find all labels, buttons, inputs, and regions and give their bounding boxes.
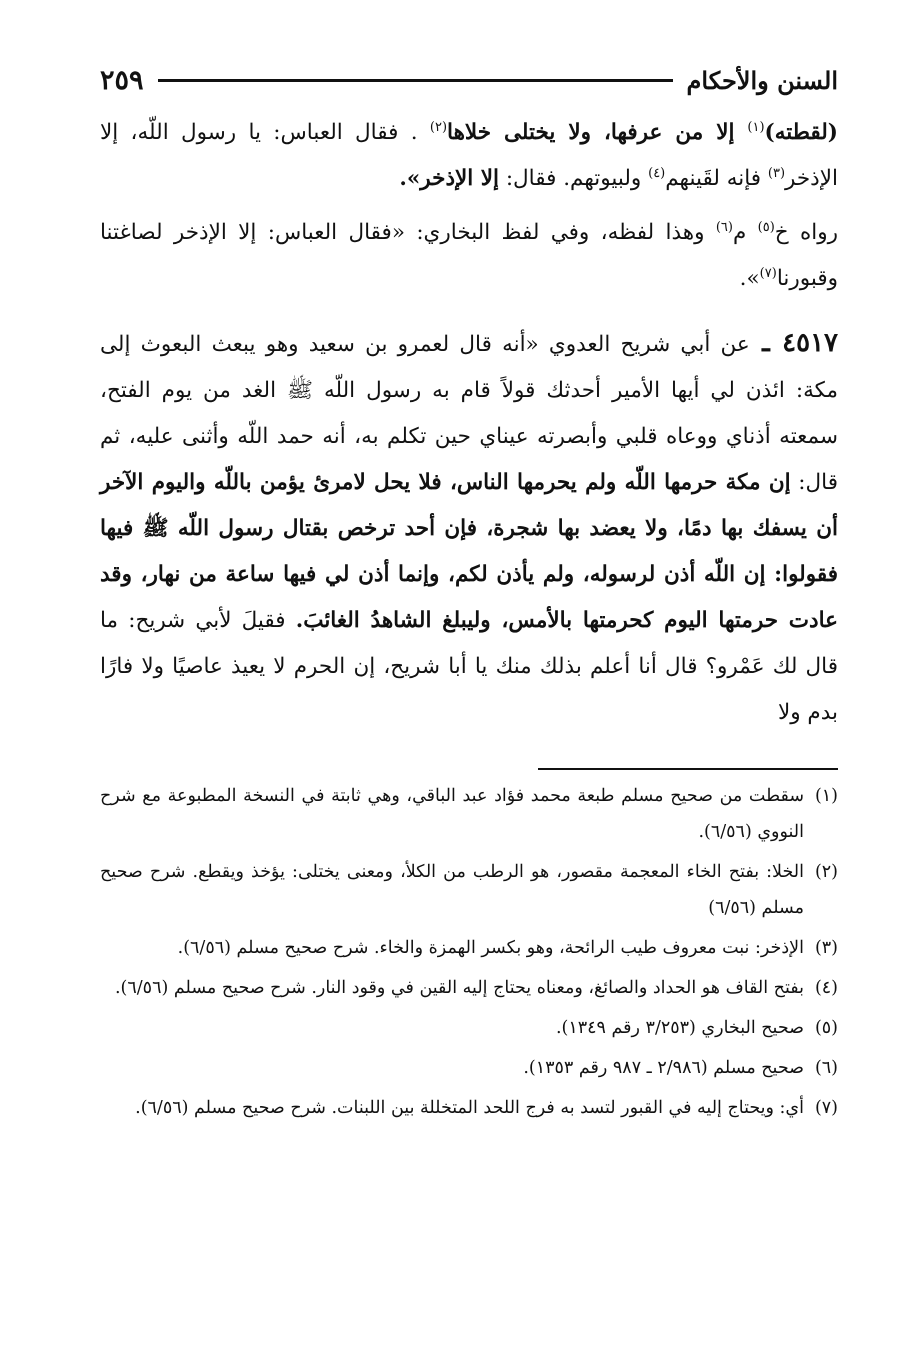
footnote-ref: (٥) [757, 219, 775, 235]
footnote-number: (٧) [814, 1098, 838, 1118]
footnote-text: الخلا: بفتح الخاء المعجمة مقصور، هو الرطب من الكلأ، ومعنى يختلى: يؤخذ ويقطع. شرح صحيح مسلم (٦/٥٦) [100, 862, 804, 918]
text-segment: إلا من عرفها، ولا يختلى خلاها [447, 120, 748, 145]
footnote [100, 970, 838, 1006]
text-segment: إن مكة حرمها اللّه ولم يحرمها الناس، فلا يحل لامرئ يؤمن باللّه واليوم الآخر أن يسفك بها دمًا، ولا يعضد بها شجرة، فإن أحد ترخص بقتال رسول اللّه ﷺ فيها فقولوا: إن اللّه أذن لرسوله، ولم يأذن لكم، وإنما أذن لي فيها ساعة من نهار، وقد عادت حرمتها اليوم كحرمتها بالأمس، وليبلغ الشاهدُ الغائبَ. [100, 470, 838, 633]
footnote-text: صحيح البخاري (٣/٢٥٣ رقم ١٣٤٩). [555, 1018, 804, 1038]
footnote [100, 1090, 838, 1126]
footnote-number: (١) [814, 786, 838, 806]
running-title: السنن والأحكام [686, 65, 838, 95]
main-text [100, 110, 838, 736]
text-segment: عن أبي شريح العدوي «أنه قال لعمرو بن سعيد وهو يبعث البعوث إلى مكة: ائذن لي أيها الأمير أحدثك قولاً قام به رسول اللّه ﷺ الغد من يوم الفتح، سمعته أذناي ووعاه قلبي وأبصرته عيناي حين تكلم به، أنه حمد اللّه وأثنى عليه، ثم قال: [100, 332, 838, 495]
footnote-number: (٤) [814, 978, 838, 998]
hadith-number: ٤٥١٧ [782, 328, 838, 358]
text-segment: فقيلَ لأبي شريح: ما قال لك عَمْرو؟ قال أنا أعلم بذلك منك يا أبا شريح، إن الحرم لا يعيذ عاصيًا ولا فارًا بدم ولا [100, 608, 838, 725]
footnote-ref: (٤) [648, 165, 666, 181]
footnote-text: سقطت من صحيح مسلم طبعة محمد فؤاد عبد الباقي، وهي ثابتة في النسخة المطبوعة مع شرح النووي (٦/٥٦). [100, 786, 804, 842]
text-segment: ». [739, 266, 760, 291]
page-header [100, 60, 838, 100]
page-number: ٢٥٩ [100, 64, 144, 96]
footnote [100, 854, 838, 926]
footnote-ref: (١) [747, 119, 765, 135]
text-segment: إلا الإذخر». [399, 166, 499, 191]
footnote-text: صحيح مسلم (٢/٩٨٦ ـ ٩٨٧ رقم ١٣٥٣). [523, 1058, 804, 1078]
footnote [100, 1010, 838, 1046]
footnote-text: أي: ويحتاج إليه في القبور لتسد به فرج اللحد المتخللة بين اللبنات. شرح صحيح مسلم (٦/٥٦). [135, 1098, 804, 1118]
text-segment: فإنه لقَينهم [665, 166, 768, 191]
footnote-ref: (٣) [767, 165, 786, 181]
footnote-ref: (٢) [429, 119, 448, 135]
footnote-text: الإذخر: نبت معروف طيب الرائحة، وهو بكسر الهمزة والخاء. شرح صحيح مسلم (٦/٥٦). [177, 938, 804, 958]
text-segment: وهذا لفظه، وفي لفظ البخاري: «فقال العباس: إلا الإذخر لصاغتنا وقبورنا [100, 220, 838, 291]
footnote-text: بفتح القاف هو الحداد والصائغ، ومعناه يحتاج إليه القين في وقود النار. شرح صحيح مسلم (٦/٥٦). [114, 978, 804, 998]
footnote [100, 930, 838, 966]
footnote-ref: (٦) [715, 219, 733, 235]
footnote [100, 1050, 838, 1086]
footnote-rule [538, 768, 838, 770]
text-segment: . فقال العباس: يا رسول اللّه، إلا الإذخر [100, 120, 838, 191]
paragraph-source [100, 210, 838, 302]
header-rule [158, 79, 673, 82]
footnotes [100, 778, 838, 1130]
footnote-ref: (٧) [759, 265, 777, 281]
footnote-number: (٣) [814, 938, 838, 958]
footnote-number: (٢) [814, 862, 838, 882]
footnote [100, 778, 838, 850]
footnote-number: (٥) [814, 1018, 838, 1038]
paragraph-continuation [100, 110, 838, 202]
footnote-number: (٦) [814, 1058, 838, 1078]
text-segment: ولبيوتهم. فقال: [498, 166, 649, 191]
hadith-dash: ـ [749, 328, 783, 358]
text-segment: (لقطته) [764, 120, 838, 145]
text-segment: رواه خ [774, 220, 839, 245]
text-segment: م [732, 220, 758, 245]
hadith-paragraph [100, 320, 838, 736]
